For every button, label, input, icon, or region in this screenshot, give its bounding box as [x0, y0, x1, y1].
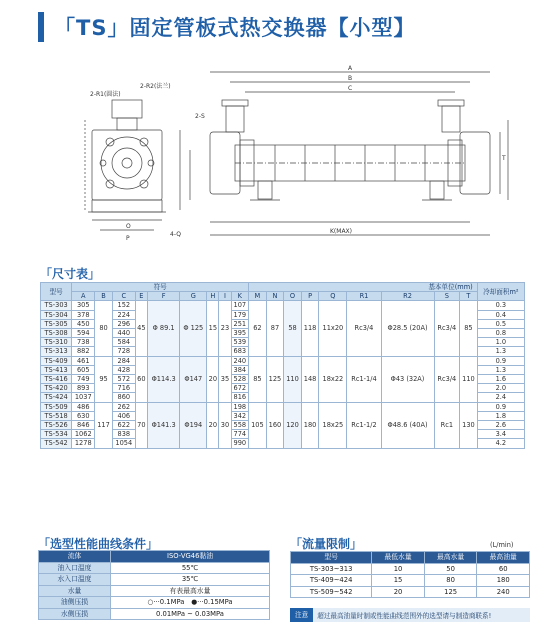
cell-a: 1278	[72, 439, 95, 448]
cell-k: 558	[231, 421, 249, 430]
table-row	[41, 402, 525, 411]
cell-r2: Φ48.6 (40A)	[381, 402, 434, 448]
cell-c: 622	[112, 421, 135, 430]
label-k: K(MAX)	[330, 228, 353, 235]
cell-g: Φ147	[180, 356, 207, 402]
selection-table	[38, 550, 270, 620]
flow-cell-2: 80	[424, 575, 477, 587]
cell-c: 716	[112, 384, 135, 393]
flow-cell-0: TS-509~542	[291, 586, 372, 598]
cell-o: 58	[284, 301, 302, 356]
cell-h: 15	[207, 301, 219, 356]
sel-head-1: ISO-VG46黏油	[111, 551, 270, 563]
cell-i: 35	[219, 356, 231, 402]
cell-model: TS-313	[41, 347, 72, 356]
note-text: 超过最高油量时制或性能曲线范围外的选型请与制造商联系!	[317, 612, 492, 620]
sel-label: 油侧压损	[39, 597, 111, 609]
label-t: T	[502, 155, 506, 162]
table-row	[291, 563, 530, 575]
cell-area: 0.8	[477, 329, 524, 338]
selection-header	[39, 551, 270, 563]
sel-value: 55℃	[111, 562, 270, 574]
cell-e: 60	[135, 356, 147, 402]
sel-label: 水入口温度	[39, 574, 111, 586]
flow-cell-3: 60	[477, 563, 530, 575]
dims-section-title: 「尺寸表」	[40, 267, 101, 281]
col-i: I	[219, 292, 231, 301]
col-unit: 基本单位(mm)	[249, 283, 478, 292]
cell-c: 572	[112, 375, 135, 384]
cell-c: 224	[112, 310, 135, 319]
col-a: A	[72, 292, 95, 301]
col-area: 冷却面积m²	[477, 283, 524, 301]
cell-model: TS-526	[41, 421, 72, 430]
cell-s: Rc3/4	[434, 301, 460, 356]
cell-model: TS-308	[41, 329, 72, 338]
cell-area: 2.6	[477, 421, 524, 430]
flow-cell-0: TS-409~424	[291, 575, 372, 587]
cell-model: TS-310	[41, 338, 72, 347]
col-h: H	[207, 292, 219, 301]
cell-area: 0.3	[477, 301, 524, 310]
flow-head-0: 型号	[291, 552, 372, 564]
cell-c: 1054	[112, 439, 135, 448]
cell-m: 62	[249, 301, 267, 356]
cell-model: TS-416	[41, 375, 72, 384]
cell-k: 774	[231, 430, 249, 439]
cell-h: 20	[207, 402, 219, 448]
label-q: 4-Q	[170, 231, 181, 238]
table-row	[291, 586, 530, 598]
cell-k: 384	[231, 365, 249, 374]
cell-k: 107	[231, 301, 249, 310]
cell-a: 605	[72, 365, 95, 374]
label-o: O	[126, 223, 131, 230]
cell-f: Φ 89.1	[147, 301, 179, 356]
cell-r2: Φ28.5 (20A)	[381, 301, 434, 356]
flow-cell-1: 15	[372, 575, 425, 587]
table-row	[41, 301, 525, 310]
flow-title: 「流量限制」	[290, 537, 363, 551]
cell-h: 20	[207, 356, 219, 402]
selection-body	[39, 562, 270, 620]
sel-head-0: 流体	[39, 551, 111, 563]
left-port	[226, 106, 244, 132]
cell-o: 120	[284, 402, 302, 448]
cell-k: 672	[231, 384, 249, 393]
cell-model: TS-409	[41, 356, 72, 365]
cell-k: 990	[231, 439, 249, 448]
cell-q: 18x25	[319, 402, 347, 448]
col-t: T	[460, 292, 478, 301]
cell-k: 240	[231, 356, 249, 365]
cell-e: 70	[135, 402, 147, 448]
flow-cell-1: 10	[372, 563, 425, 575]
technical-drawing	[30, 60, 530, 255]
cell-n: 87	[266, 301, 284, 356]
col-symbol: 符号	[72, 283, 249, 292]
cell-c: 284	[112, 356, 135, 365]
flow-cell-2: 50	[424, 563, 477, 575]
cell-area: 2.0	[477, 384, 524, 393]
cell-r2: Φ43 (32A)	[381, 356, 434, 402]
cell-g: Φ 125	[180, 301, 207, 356]
cell-e: 45	[135, 301, 147, 356]
cell-model: TS-518	[41, 411, 72, 420]
flow-head-1: 最低水量	[372, 552, 425, 564]
flow-cell-1: 20	[372, 586, 425, 598]
cell-a: 1062	[72, 430, 95, 439]
cell-model: TS-303	[41, 301, 72, 310]
end-view-flange	[92, 130, 162, 200]
cell-c: 584	[112, 338, 135, 347]
cell-area: 3.4	[477, 430, 524, 439]
cell-c: 860	[112, 393, 135, 402]
cell-area: 0.9	[477, 402, 524, 411]
cell-model: TS-413	[41, 365, 72, 374]
cell-r1: Rc1-1/4	[347, 356, 381, 402]
cell-i: 23	[219, 301, 231, 356]
cell-area: 0.4	[477, 310, 524, 319]
cell-b: 95	[95, 356, 113, 402]
cell-p: 148	[301, 356, 319, 402]
col-m: M	[249, 292, 267, 301]
cell-m: 105	[249, 402, 267, 448]
right-head	[460, 132, 490, 194]
flow-unit: (L/min)	[490, 541, 514, 549]
cell-area: 4.2	[477, 439, 524, 448]
col-k: K	[231, 292, 249, 301]
flow-header	[291, 552, 530, 564]
cell-b: 117	[95, 402, 113, 448]
col-q: Q	[319, 292, 347, 301]
cell-area: 1.6	[477, 375, 524, 384]
cell-area: 0.5	[477, 319, 524, 328]
cell-k: 528	[231, 375, 249, 384]
flow-note	[290, 608, 530, 622]
cell-a: 738	[72, 338, 95, 347]
cell-r1: Rc1-1/2	[347, 402, 381, 448]
cell-model: TS-509	[41, 402, 72, 411]
cell-f: Φ114.3	[147, 356, 179, 402]
cell-model: TS-420	[41, 384, 72, 393]
flow-cell-3: 180	[477, 575, 530, 587]
right-port	[442, 106, 460, 132]
cell-k: 816	[231, 393, 249, 402]
col-p: P	[301, 292, 319, 301]
cell-k: 395	[231, 329, 249, 338]
col-c: C	[112, 292, 135, 301]
table-row	[291, 575, 530, 587]
cell-a: 594	[72, 329, 95, 338]
table-row	[39, 608, 270, 620]
left-foot	[258, 181, 272, 199]
cell-model: TS-304	[41, 310, 72, 319]
cell-c: 406	[112, 411, 135, 420]
sel-value: 有表最高水量	[111, 585, 270, 597]
cell-model: TS-534	[41, 430, 72, 439]
cell-a: 461	[72, 356, 95, 365]
col-r2: R2	[381, 292, 434, 301]
sel-label: 水侧压损	[39, 608, 111, 620]
sel-value: ○···0.1MPa ●···0.15MPa	[111, 597, 270, 609]
cell-a: 450	[72, 319, 95, 328]
cell-model: TS-305	[41, 319, 72, 328]
cell-t: 85	[460, 301, 478, 356]
cell-area: 1.3	[477, 365, 524, 374]
table-row	[39, 574, 270, 586]
cell-o: 110	[284, 356, 302, 402]
col-e: E	[135, 292, 147, 301]
dimensions-body	[41, 301, 525, 448]
cell-k: 198	[231, 402, 249, 411]
table-row	[39, 562, 270, 574]
label-r1: 2-R1(圆法)	[90, 91, 121, 98]
table-row	[39, 585, 270, 597]
title-bar	[38, 10, 415, 44]
cell-model: TS-542	[41, 439, 72, 448]
cell-c: 152	[112, 301, 135, 310]
cell-a: 749	[72, 375, 95, 384]
cell-area: 0.9	[477, 356, 524, 365]
cell-t: 110	[460, 356, 478, 402]
label-r2: 2-R2(法兰)	[140, 83, 171, 90]
end-view-port-top	[112, 100, 142, 118]
cell-c: 440	[112, 329, 135, 338]
flow-cell-3: 240	[477, 586, 530, 598]
note-tag: 注意	[290, 608, 313, 622]
flow-cell-0: TS-303~313	[291, 563, 372, 575]
cell-i: 30	[219, 402, 231, 448]
table-row	[41, 356, 525, 365]
cell-k: 342	[231, 411, 249, 420]
col-n: N	[266, 292, 284, 301]
cell-c: 428	[112, 365, 135, 374]
cell-s: Rc1	[434, 402, 460, 448]
label-b: B	[348, 75, 353, 82]
cell-k: 683	[231, 347, 249, 356]
cell-p: 180	[301, 402, 319, 448]
cell-model: TS-424	[41, 393, 72, 402]
col-b: B	[95, 292, 113, 301]
cell-a: 846	[72, 421, 95, 430]
cell-t: 130	[460, 402, 478, 448]
cell-q: 11x20	[319, 301, 347, 356]
cell-c: 296	[112, 319, 135, 328]
sel-label: 油入口温度	[39, 562, 111, 574]
title-accent-bar	[38, 12, 44, 42]
cell-a: 630	[72, 411, 95, 420]
cell-q: 18x22	[319, 356, 347, 402]
cell-area: 1.8	[477, 411, 524, 420]
cell-a: 882	[72, 347, 95, 356]
end-view-foot	[92, 200, 162, 212]
cell-m: 85	[249, 356, 267, 402]
col-f: F	[147, 292, 179, 301]
dimensions-table	[40, 282, 525, 449]
label-s: 2-S	[195, 113, 205, 120]
flow-cell-2: 125	[424, 586, 477, 598]
cell-r1: Rc3/4	[347, 301, 381, 356]
cell-a: 486	[72, 402, 95, 411]
col-r1: R1	[347, 292, 381, 301]
cell-a: 1037	[72, 393, 95, 402]
label-c: C	[348, 85, 353, 92]
page-title: 「TS」固定管板式热交换器【小型】	[54, 16, 416, 40]
col-model: 型号	[41, 283, 72, 301]
cell-area: 1.0	[477, 338, 524, 347]
sel-value: 35℃	[111, 574, 270, 586]
cell-area: 1.3	[477, 347, 524, 356]
cell-c: 728	[112, 347, 135, 356]
cell-k: 539	[231, 338, 249, 347]
cell-n: 160	[266, 402, 284, 448]
cell-a: 305	[72, 301, 95, 310]
flow-head-3: 最高油量	[477, 552, 530, 564]
cell-a: 893	[72, 384, 95, 393]
selection-title: 「选型性能曲线条件」	[38, 537, 159, 551]
column-header-row	[41, 292, 525, 301]
right-foot	[430, 181, 444, 199]
label-a: A	[348, 65, 353, 72]
col-s: S	[434, 292, 460, 301]
flow-body	[291, 563, 530, 598]
sel-value: 0.01MPa ~ 0.03MPa	[111, 608, 270, 620]
cell-area: 2.4	[477, 393, 524, 402]
table-row	[39, 597, 270, 609]
flow-head-2: 最高水量	[424, 552, 477, 564]
cell-k: 251	[231, 319, 249, 328]
cell-k: 179	[231, 310, 249, 319]
cell-a: 378	[72, 310, 95, 319]
end-view-circle	[101, 137, 153, 189]
sel-label: 水量	[39, 585, 111, 597]
cell-g: Φ194	[180, 402, 207, 448]
cell-n: 125	[266, 356, 284, 402]
cell-f: Φ141.3	[147, 402, 179, 448]
cell-s: Rc3/4	[434, 356, 460, 402]
cell-c: 838	[112, 430, 135, 439]
cell-b: 80	[95, 301, 113, 356]
flow-table	[290, 551, 530, 598]
col-o: O	[284, 292, 302, 301]
cell-c: 262	[112, 402, 135, 411]
label-p: P	[126, 235, 130, 242]
col-g: G	[180, 292, 207, 301]
cell-p: 118	[301, 301, 319, 356]
